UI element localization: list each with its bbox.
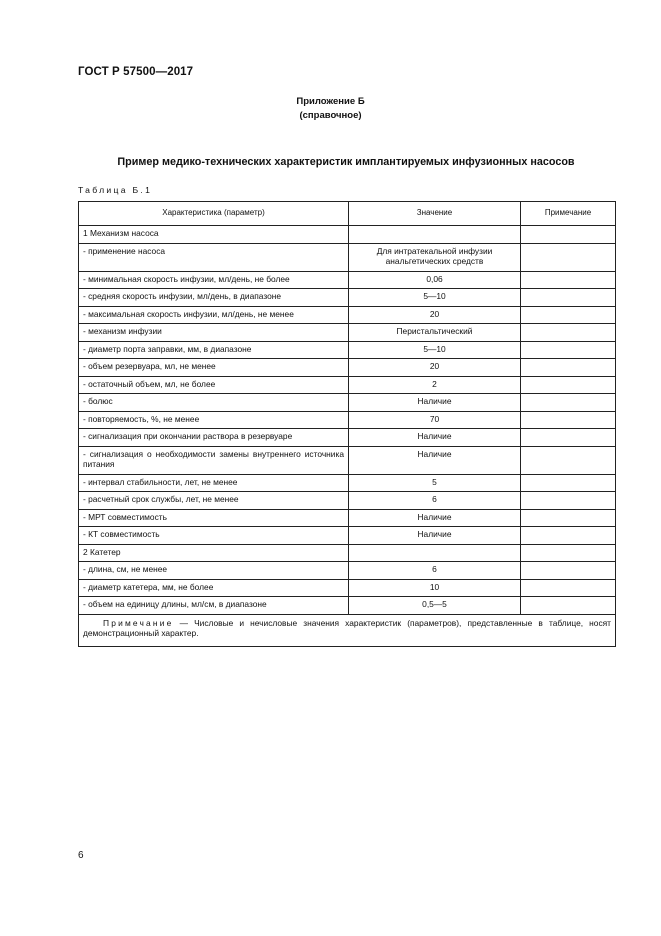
table-footnote (79, 614, 616, 646)
table-footnote-row (79, 614, 616, 646)
table-caption: Таблица Б.1 (78, 185, 153, 195)
value-cell: Наличие (349, 527, 521, 545)
value-cell: 10 (349, 579, 521, 597)
table-row (79, 411, 616, 429)
table-row (79, 474, 616, 492)
note-cell (521, 394, 616, 412)
value-cell: 6 (349, 492, 521, 510)
page-number: 6 (78, 850, 84, 861)
parameter-cell: - минимальная скорость инфузии, мл/день, не более (79, 271, 349, 289)
note-cell (521, 289, 616, 307)
note-cell (521, 306, 616, 324)
section-title: 1 Механизм насоса (79, 226, 349, 244)
parameter-cell: - применение насоса (79, 243, 349, 271)
parameter-cell: - МРТ совместимость (79, 509, 349, 527)
parameter-cell: - диаметр катетера, мм, не более (79, 579, 349, 597)
value-cell: Наличие (349, 446, 521, 474)
parameter-cell: - длина, см, не менее (79, 562, 349, 580)
note-cell (521, 271, 616, 289)
note-cell (521, 597, 616, 615)
table-row (79, 394, 616, 412)
table-row (79, 341, 616, 359)
value-cell: 0,5—5 (349, 597, 521, 615)
note-cell (521, 562, 616, 580)
note-cell (521, 579, 616, 597)
parameter-cell: - остаточный объем, мл, не более (79, 376, 349, 394)
table-row (79, 509, 616, 527)
parameter-cell: - диаметр порта заправки, мм, в диапазоне (79, 341, 349, 359)
parameter-cell: - сигнализация о необходимости замены внутреннего источника питания (79, 446, 349, 474)
value-cell: 2 (349, 376, 521, 394)
value-cell: 70 (349, 411, 521, 429)
value-cell: Наличие (349, 394, 521, 412)
note-cell (521, 243, 616, 271)
footnote-text: — Числовые и нечисловые значения характеристик (параметров), представленные в таблице, носят демонстрационный характер. (83, 617, 612, 638)
table-row (79, 271, 616, 289)
note-cell (521, 341, 616, 359)
appendix-subtitle: (справочное) (299, 110, 362, 121)
table-row (79, 324, 616, 342)
note-cell (521, 226, 616, 244)
note-cell (521, 544, 616, 562)
note-cell (521, 492, 616, 510)
table-row (79, 544, 616, 562)
parameter-cell: - объем резервуара, мл, не менее (79, 359, 349, 377)
document-heading: Пример медико-технических характеристик имплантируемых инфузионных насосов (117, 156, 575, 168)
value-cell: 20 (349, 359, 521, 377)
table-row (79, 527, 616, 545)
table-header-row (79, 202, 616, 226)
table-row (79, 446, 616, 474)
value-cell: 5 (349, 474, 521, 492)
footnote-label: Примечание (103, 617, 174, 628)
parameter-cell: - объем на единицу длины, мл/см, в диапазоне (79, 597, 349, 615)
parameter-cell: - сигнализация при окончании раствора в резервуаре (79, 429, 349, 447)
parameter-cell: - механизм инфузии (79, 324, 349, 342)
specifications-table (78, 201, 616, 647)
parameter-cell: - повторяемость, %, не менее (79, 411, 349, 429)
value-cell: 0,06 (349, 271, 521, 289)
parameter-cell: - максимальная скорость инфузии, мл/день, не менее (79, 306, 349, 324)
value-cell: Наличие (349, 429, 521, 447)
note-cell (521, 446, 616, 474)
table-row (79, 306, 616, 324)
table-row (79, 579, 616, 597)
parameter-cell: - КТ совместимость (79, 527, 349, 545)
document-code: ГОСТ Р 57500—2017 (78, 66, 194, 78)
table-row (79, 289, 616, 307)
appendix-title: Приложение Б (296, 96, 365, 107)
parameter-cell: - средняя скорость инфузии, мл/день, в диапазоне (79, 289, 349, 307)
column-header-note: Примечание (521, 202, 616, 226)
value-cell (349, 226, 521, 244)
table-row (79, 492, 616, 510)
value-cell: Для интратекальной инфузии анальгетических средств (349, 243, 521, 271)
note-cell (521, 527, 616, 545)
column-header-parameter: Характеристика (параметр) (79, 202, 349, 226)
table-row (79, 226, 616, 244)
value-cell: 20 (349, 306, 521, 324)
value-cell: 5—10 (349, 341, 521, 359)
parameter-cell: - интервал стабильности, лет, не менее (79, 474, 349, 492)
value-cell: Наличие (349, 509, 521, 527)
table-row (79, 359, 616, 377)
note-cell (521, 429, 616, 447)
parameter-cell: - расчетный срок службы, лет, не менее (79, 492, 349, 510)
note-cell (521, 359, 616, 377)
note-cell (521, 411, 616, 429)
value-cell (349, 544, 521, 562)
note-cell (521, 509, 616, 527)
note-cell (521, 376, 616, 394)
parameter-cell: - болюс (79, 394, 349, 412)
section-title: 2 Катетер (79, 544, 349, 562)
table-row (79, 562, 616, 580)
note-cell (521, 324, 616, 342)
note-cell (521, 474, 616, 492)
column-header-value: Значение (349, 202, 521, 226)
table-row (79, 376, 616, 394)
table-row (79, 597, 616, 615)
value-cell: 5—10 (349, 289, 521, 307)
table-row (79, 429, 616, 447)
table-row (79, 243, 616, 271)
value-cell: Перистальтический (349, 324, 521, 342)
value-cell: 6 (349, 562, 521, 580)
